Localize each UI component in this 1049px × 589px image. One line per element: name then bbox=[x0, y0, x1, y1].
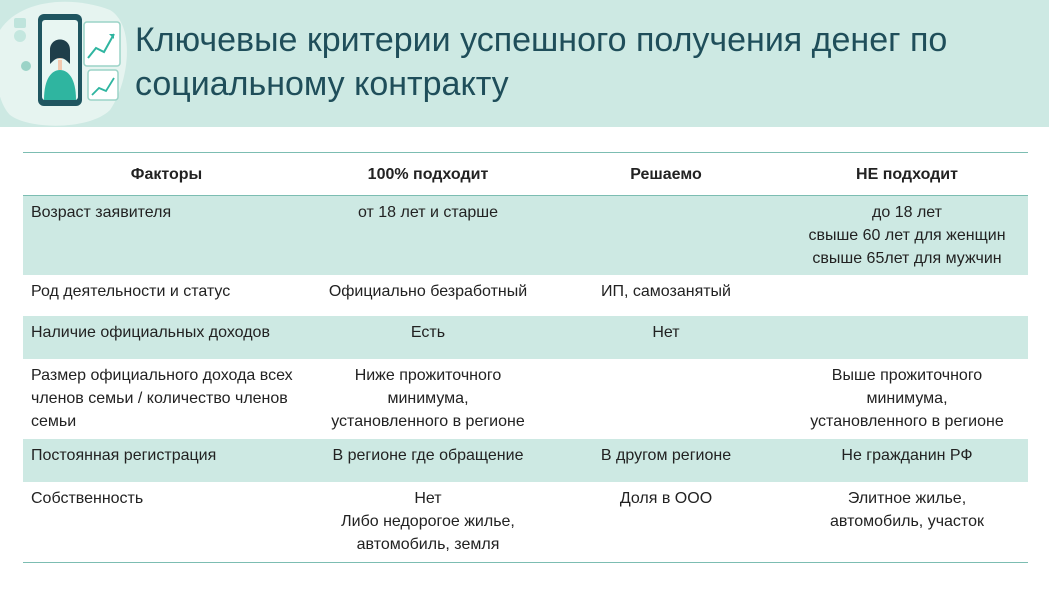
cell-text: автомобиль, земля bbox=[356, 535, 500, 553]
factor-label: Постоянная регистрация bbox=[31, 446, 217, 464]
fits-cell bbox=[310, 275, 546, 316]
criteria-table bbox=[23, 152, 1028, 563]
not-fit-cell bbox=[786, 316, 1028, 359]
table-row bbox=[23, 482, 1028, 563]
table-row bbox=[23, 439, 1028, 482]
table-row bbox=[23, 196, 1028, 275]
solvable-cell bbox=[546, 196, 786, 275]
solvable-cell bbox=[546, 275, 786, 316]
cell-text: до 18 лет bbox=[872, 204, 942, 221]
cell-text: Нет bbox=[652, 323, 680, 341]
not-fit-cell bbox=[786, 196, 1028, 275]
table-header-row bbox=[23, 153, 1028, 196]
cell-text: Нет bbox=[414, 489, 442, 507]
factor-label: Размер официального дохода всех членов семьи / количество членов семьи bbox=[31, 366, 293, 430]
cell-text: установленного в регионе bbox=[810, 412, 1004, 430]
column-header-not-fit: НЕ подходит bbox=[856, 165, 958, 183]
cell-text: ИП, самозанятый bbox=[600, 282, 731, 300]
title-line-2: социальному контракту bbox=[135, 65, 509, 103]
factor-cell bbox=[23, 359, 310, 439]
factor-cell bbox=[23, 482, 310, 563]
cell-text: Официально безработный bbox=[328, 282, 528, 300]
not-fit-cell bbox=[786, 482, 1028, 563]
phone-woman-illustration-icon bbox=[0, 0, 135, 127]
not-fit-cell bbox=[786, 275, 1028, 316]
cell-text: установленного в регионе bbox=[331, 412, 525, 430]
factor-cell bbox=[23, 316, 310, 359]
factor-label: Собственность bbox=[31, 489, 144, 507]
cell-text: В другом регионе bbox=[600, 446, 732, 464]
cell-text: Не гражданин РФ bbox=[841, 446, 973, 464]
factor-cell bbox=[23, 275, 310, 316]
title-line-1: Ключевые критерии успешного получения денег по bbox=[135, 21, 948, 59]
fits-cell bbox=[310, 196, 546, 275]
cell-text: В регионе где обращение bbox=[332, 446, 524, 464]
factor-label: Наличие официальных доходов bbox=[31, 323, 270, 341]
table-row bbox=[23, 359, 1028, 439]
column-header-solvable: Решаемо bbox=[630, 165, 702, 183]
fits-cell bbox=[310, 316, 546, 359]
cell-text: Доля в ООО bbox=[619, 489, 713, 507]
page-title bbox=[135, 18, 1035, 106]
column-header-factors: Факторы bbox=[130, 165, 203, 183]
table-row bbox=[23, 275, 1028, 316]
cell-text: минимума, bbox=[387, 389, 469, 407]
cell-text: минимума, bbox=[866, 389, 948, 407]
cell-text: от 18 лет и старше bbox=[357, 204, 499, 221]
table-row bbox=[23, 316, 1028, 359]
factor-label: Род деятельности и статус bbox=[31, 282, 231, 300]
solvable-cell bbox=[546, 439, 786, 482]
cell-text: Либо недорогое жилье, bbox=[341, 512, 515, 530]
solvable-cell bbox=[546, 359, 786, 439]
factor-cell bbox=[23, 439, 310, 482]
solvable-cell bbox=[546, 316, 786, 359]
fits-cell bbox=[310, 359, 546, 439]
fits-cell bbox=[310, 439, 546, 482]
solvable-cell bbox=[546, 482, 786, 563]
not-fit-cell bbox=[786, 359, 1028, 439]
cell-text: свыше 60 лет для женщин bbox=[808, 227, 1006, 244]
cell-text: Ниже прожиточного bbox=[354, 366, 502, 384]
cell-text: автомобиль, участок bbox=[830, 512, 984, 530]
cell-text: Элитное жилье, bbox=[847, 489, 967, 507]
factor-label: Возраст заявителя bbox=[31, 204, 172, 221]
fits-cell bbox=[310, 482, 546, 563]
factor-cell bbox=[23, 196, 310, 275]
cell-text: Есть bbox=[410, 323, 446, 341]
cell-text: свыше 65лет для мужчин bbox=[812, 250, 1002, 267]
cell-text: Выше прожиточного bbox=[831, 366, 983, 384]
not-fit-cell bbox=[786, 439, 1028, 482]
column-header-fits: 100% подходит bbox=[367, 165, 489, 183]
